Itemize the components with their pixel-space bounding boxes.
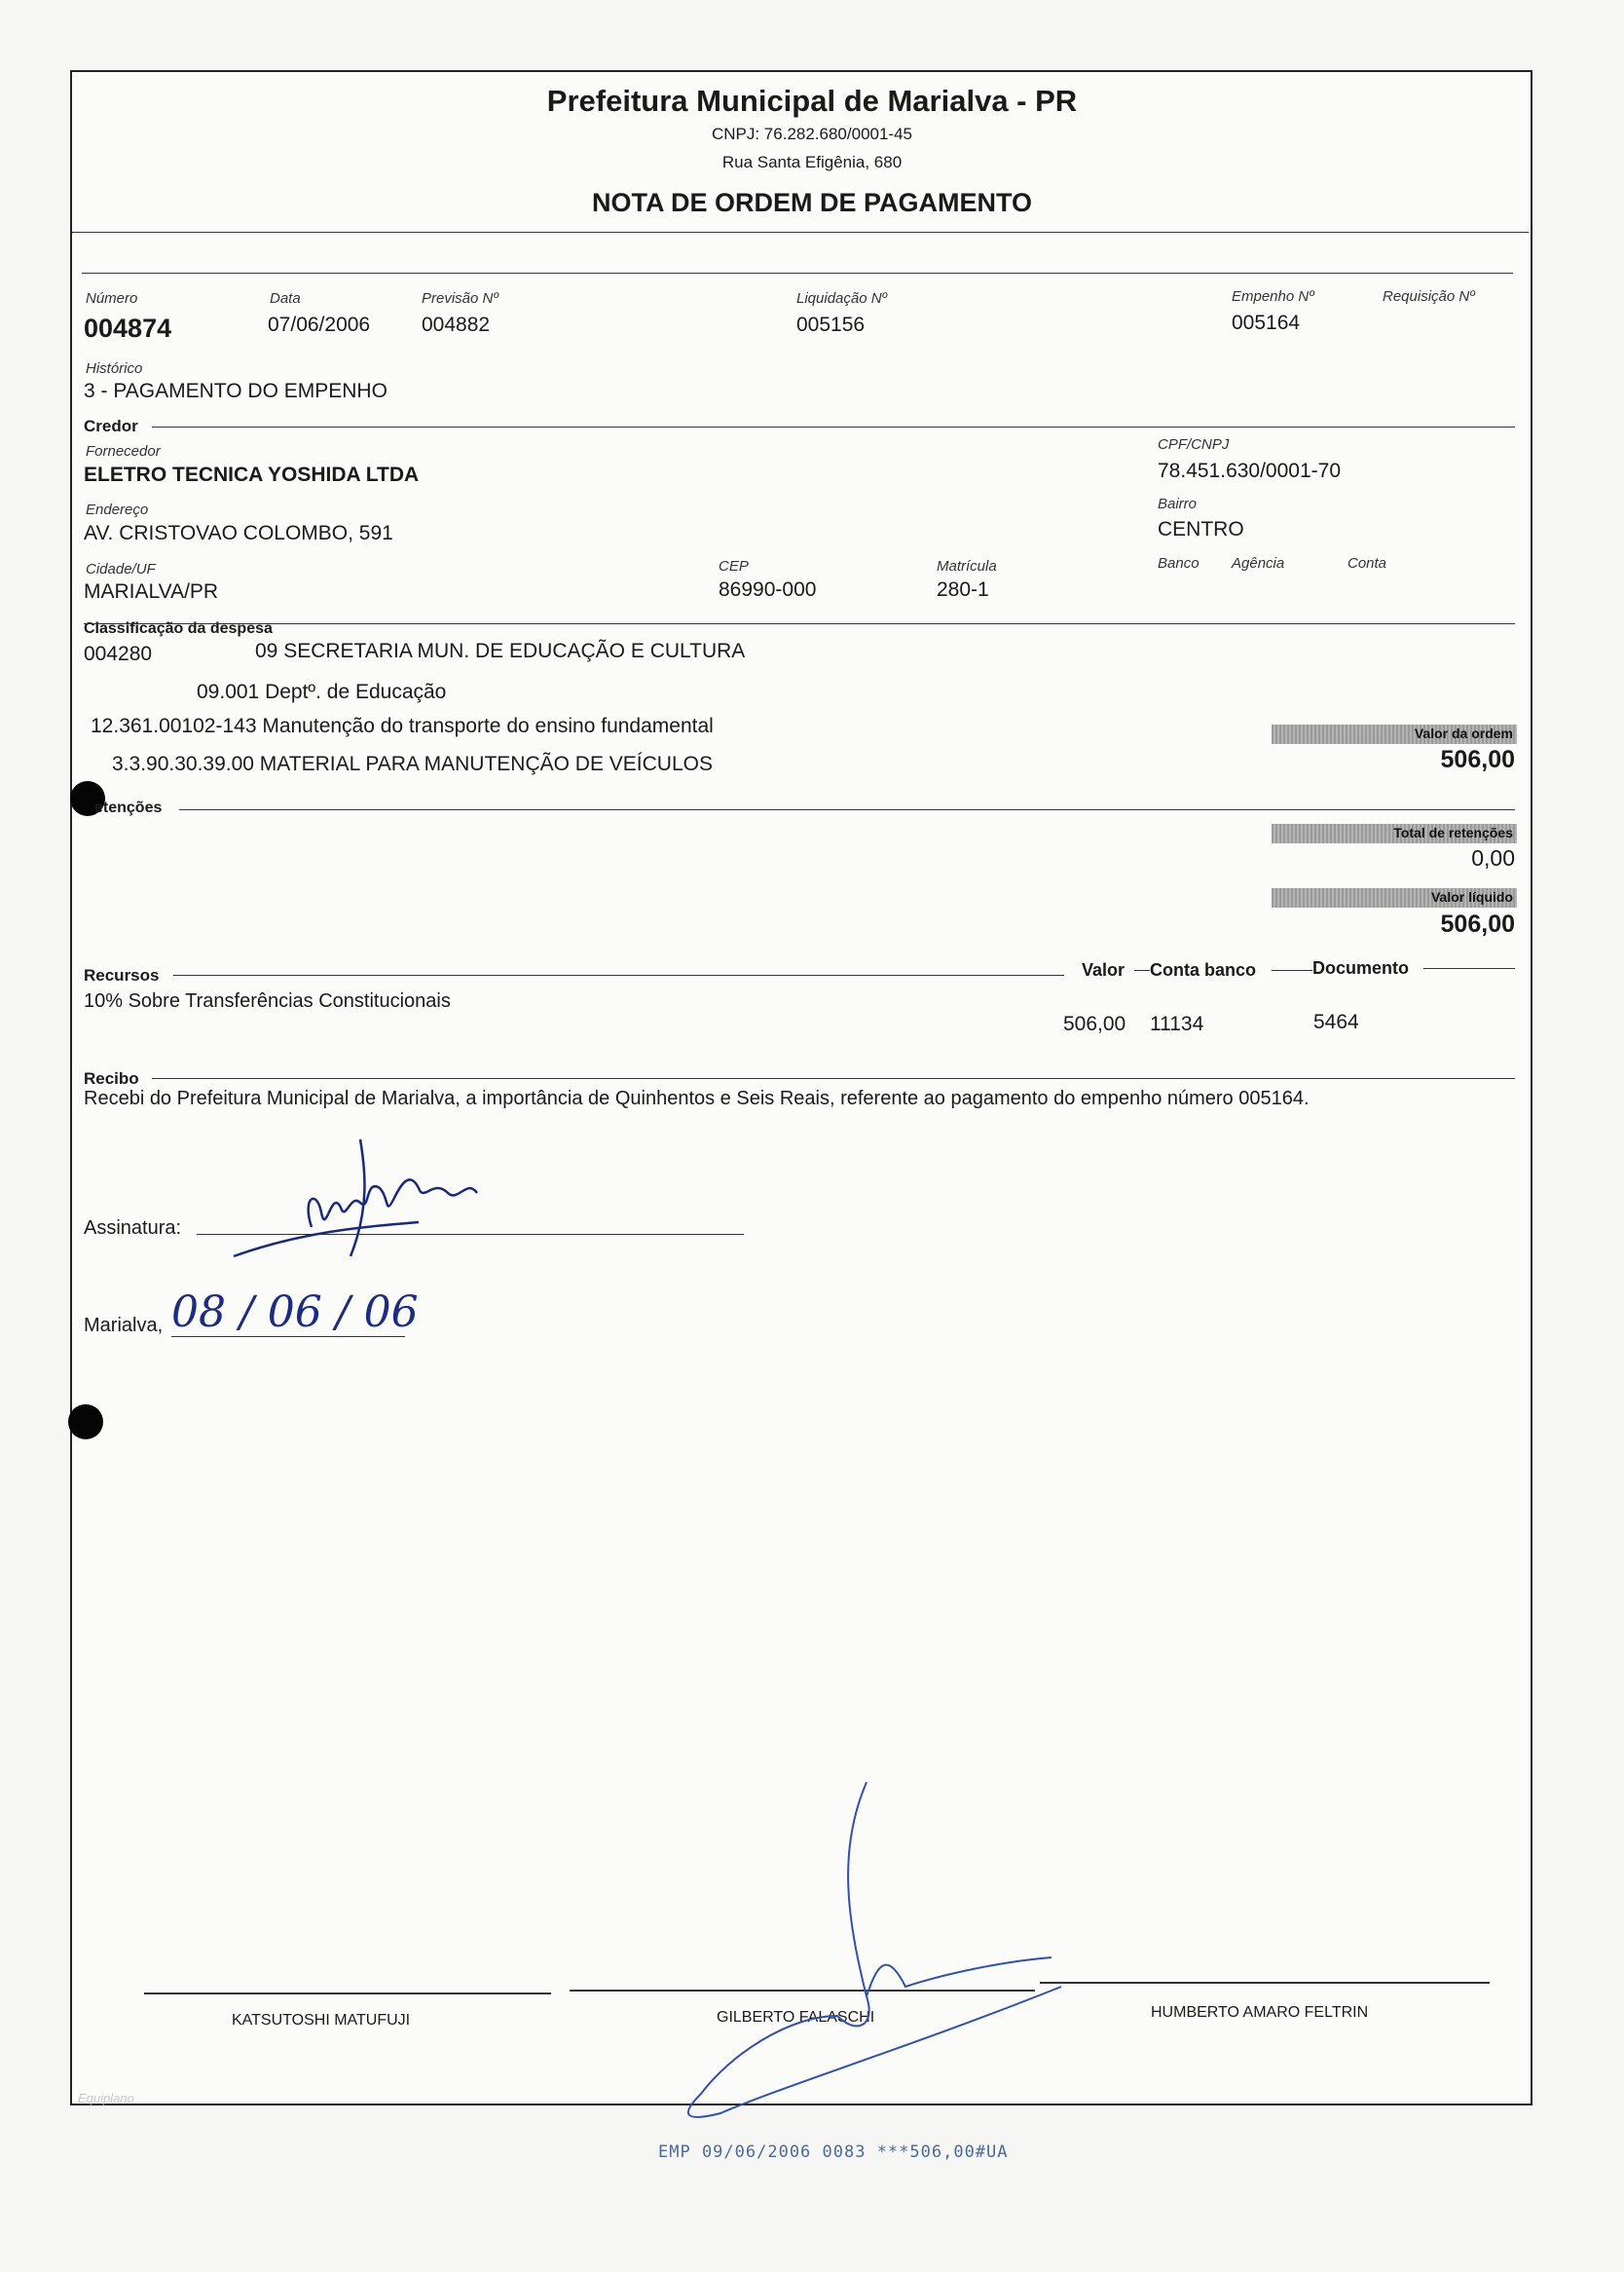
endereco-label: Endereço [86, 502, 149, 518]
signatory-2: GILBERTO FALASCHI [717, 2009, 875, 2026]
fornecedor-label: Fornecedor [86, 443, 161, 460]
order-divider [82, 273, 1513, 274]
numero-label: Número [86, 290, 138, 307]
total-retencoes-value: 0,00 [1471, 845, 1515, 871]
credor-divider [152, 427, 1515, 428]
recursos-valor: 506,00 [1063, 1013, 1126, 1035]
classificacao-code: 004280 [84, 643, 153, 665]
previsao-value: 004882 [422, 314, 491, 336]
classificacao-section: Classificação da despesa [84, 620, 273, 637]
recursos-divider-2 [1134, 970, 1150, 971]
recursos-divider-3 [1272, 970, 1312, 971]
classificacao-line1: 09 SECRETARIA MUN. DE EDUCAÇÃO E CULTURA [255, 640, 746, 662]
retencoes-divider [179, 809, 1515, 810]
data-label: Data [270, 290, 301, 307]
equiplano-watermark: Equiplano [78, 2091, 134, 2105]
conta-label: Conta [1347, 555, 1387, 572]
fornecedor-value: ELETRO TECNICA YOSHIDA LTDA [84, 464, 420, 486]
classificacao-line4: 3.3.90.30.39.00 MATERIAL PARA MANUTENÇÃO DE VEÍCULOS [112, 753, 713, 775]
stamp-text: EMP 09/06/2006 0083 ***506,00#UA [658, 2142, 1009, 2162]
valor-ordem-band [1272, 725, 1517, 744]
valor-liquido-value: 506,00 [1440, 911, 1515, 938]
recursos-documento: 5464 [1313, 1011, 1359, 1033]
historico-value: 3 - PAGAMENTO DO EMPENHO [84, 380, 388, 402]
handwritten-signature-falaschi [643, 1772, 1090, 2123]
signature-line-1 [144, 1993, 551, 1994]
recibo-text: Recebi do Prefeitura Municipal de Marialva, a importância de Quinhentos e Seis Reais, referente ao pagamento do empenho número 005164. [84, 1088, 1310, 1109]
local-label: Marialva, [84, 1315, 164, 1336]
valor-liquido-band [1272, 888, 1517, 908]
liquidacao-label: Liquidação Nº [796, 290, 888, 307]
liquidacao-value: 005156 [796, 314, 866, 336]
header-divider [72, 232, 1529, 233]
signatory-1: KATSUTOSHI MATUFUJI [232, 2012, 411, 2029]
previsao-label: Previsão Nº [422, 290, 498, 307]
cpf-label: CPF/CNPJ [1158, 436, 1230, 453]
recursos-divider [173, 975, 1064, 976]
classificacao-line3: 12.361.00102-143 Manutenção do transporte do ensino fundamental [91, 715, 714, 737]
bairro-label: Bairro [1158, 496, 1198, 512]
org-name: Prefeitura Municipal de Marialva - PR [546, 84, 1078, 118]
cidade-value: MARIALVA/PR [84, 580, 219, 603]
credor-section: Credor [84, 417, 138, 435]
total-retencoes-label: Total de retenções [1393, 825, 1513, 840]
recursos-documento-label: Documento [1312, 958, 1409, 978]
recursos-section: Recursos [84, 966, 160, 985]
endereco-value: AV. CRISTOVAO COLOMBO, 591 [84, 522, 393, 544]
recibo-divider [152, 1078, 1515, 1079]
matricula-label: Matrícula [937, 558, 997, 575]
date-line [171, 1336, 405, 1337]
retencoes-section: etenções [94, 800, 163, 816]
cep-label: CEP [719, 558, 749, 575]
requisicao-label: Requisição Nº [1383, 288, 1475, 305]
assinatura-label: Assinatura: [84, 1217, 182, 1239]
recursos-conta-label: Conta banco [1150, 960, 1257, 980]
recursos-descricao: 10% Sobre Transferências Constitucionais [84, 990, 451, 1012]
cpf-value: 78.451.630/0001-70 [1158, 460, 1342, 482]
punch-hole-bottom [68, 1404, 103, 1439]
handwritten-date: 08 / 06 / 06 [171, 1287, 419, 1337]
org-cnpj: CNPJ: 76.282.680/0001-45 [711, 125, 913, 143]
empenho-label: Empenho Nº [1232, 288, 1314, 305]
recibo-section: Recibo [84, 1069, 139, 1088]
total-retencoes-band [1272, 824, 1517, 843]
cidade-label: Cidade/UF [86, 561, 156, 577]
recursos-conta: 11134 [1150, 1013, 1204, 1035]
classificacao-divider [84, 623, 1515, 624]
org-address: Rua Santa Efigênia, 680 [721, 153, 903, 171]
banco-label: Banco [1158, 555, 1200, 572]
historico-label: Histórico [86, 360, 143, 377]
recursos-divider-4 [1423, 968, 1515, 969]
handwritten-signature-receipt [224, 1120, 535, 1276]
numero-value: 004874 [84, 314, 172, 343]
valor-ordem-value: 506,00 [1440, 746, 1515, 773]
classificacao-line2: 09.001 Deptº. de Educação [197, 681, 447, 703]
signature-line-3 [1040, 1982, 1490, 1984]
matricula-value: 280-1 [937, 578, 989, 601]
recursos-valor-label: Valor [1082, 960, 1126, 980]
data-value: 07/06/2006 [268, 314, 371, 336]
valor-liquido-label: Valor líquido [1430, 889, 1513, 905]
valor-ordem-label: Valor da ordem [1414, 726, 1513, 741]
document-title: NOTA DE ORDEM DE PAGAMENTO [591, 188, 1032, 217]
bairro-value: CENTRO [1158, 518, 1244, 540]
cep-value: 86990-000 [719, 578, 817, 601]
agencia-label: Agência [1232, 555, 1285, 572]
empenho-value: 005164 [1232, 312, 1301, 334]
signatory-3: HUMBERTO AMARO FELTRIN [1151, 2004, 1369, 2021]
